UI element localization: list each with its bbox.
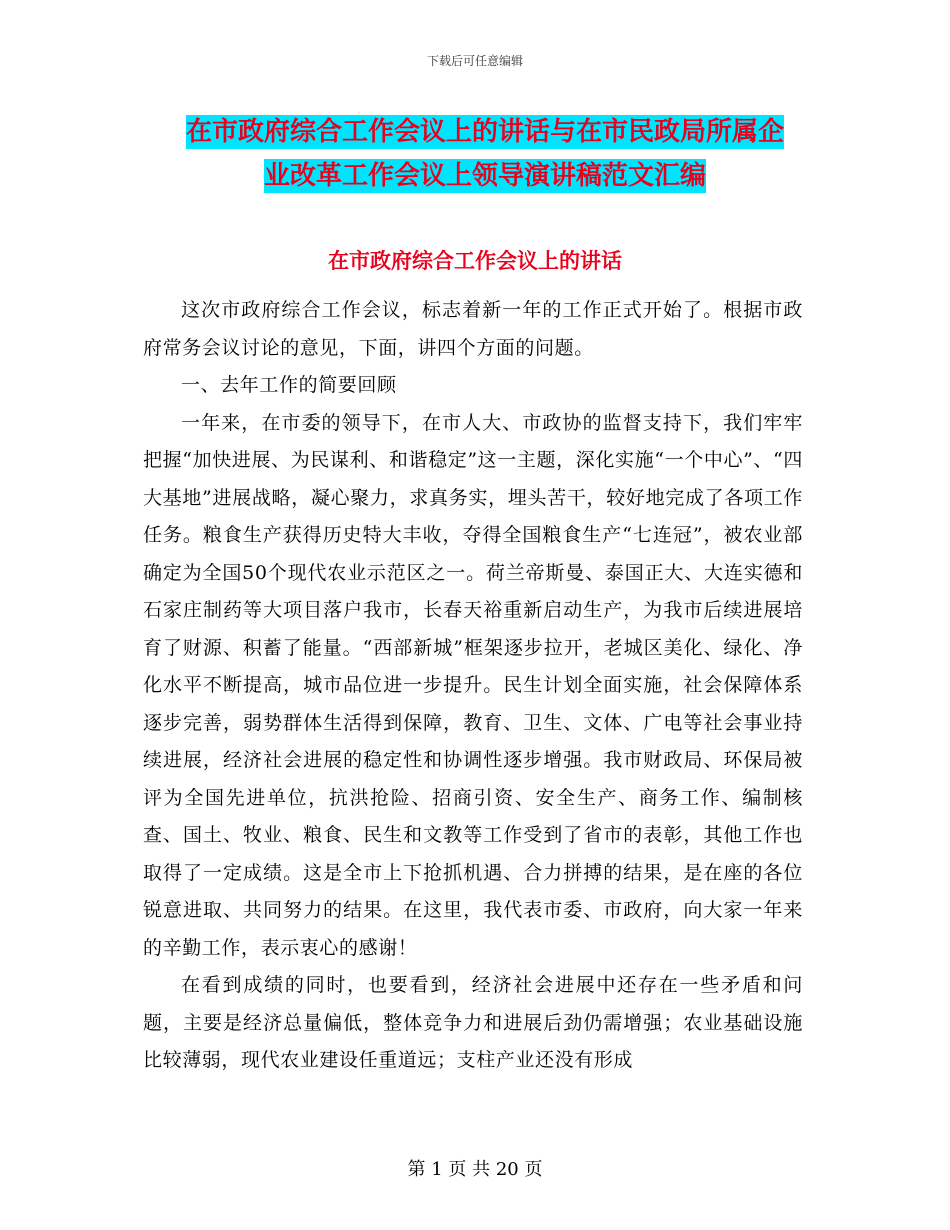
paragraph-1: 这次市政府综合工作会议，标志着新一年的工作正式开始了。根据市政府常务会议讨论的意见，下面，讲四个方面的问题。 — [143, 299, 803, 359]
document-title-line-1: 在市政府综合工作会议上的讲话与在市民政局所属企 — [185, 117, 784, 147]
document-body — [143, 292, 803, 1080]
paragraph-3: 一年来，在市委的领导下，在市人大、市政协的监督支持下，我们牢牢把握“加快进展、为民谋利、和谐稳定”这一主题，深化实施“一个中心”、“四大基地”进展战略，凝心聚力，求真务实，埋头苦干，较好地完成了各项工作任务。粮食生产获得历史特大丰收，夺得全国粮食生产“七连冠”，被农业部确定为全国50个现代农业示范区之一。荷兰帝斯曼、泰国正大、大连实德和石家庄制药等大项目落户我市，长春天裕重新启动生产，为我市后续进展培育了财源、积蓄了能量。“西部新城”框架逐步拉开，老城区美化、绿化、净化水平不断提高，城市品位进一步提升。民生计划全面实施，社会保障体系逐步完善，弱势群体生活得到保障，教育、卫生、文体、广电等社会事业持续进展，经济社会进展的稳定性和协调性逐步增强。我市财政局、环保局被评为全国先进单位，抗洪抢险、招商引资、安全生产、商务工作、编制核查、国土、牧业、粮食、民生和文教等工作受到了省市的表彰，其他工作也取得了一定成绩。这是全市上下抢抓机遇、合力拼搏的结果，是在座的各位锐意进取、共同努力的结果。在这里，我代表市委、市政府，向大家一年来的辛勤工作，表示衷心的感谢！ — [143, 411, 803, 959]
document-title — [145, 110, 825, 198]
page-footer: 第 1 页 共 20 页 — [407, 1159, 543, 1180]
document-title-line-2: 业改革工作会议上领导演讲稿范文汇编 — [263, 161, 706, 191]
header-note: 下载后可任意编辑 — [426, 54, 523, 68]
section-title: 在市政府综合工作会议上的讲话 — [328, 249, 622, 273]
paragraph-2: 一、去年工作的简要回顾 — [181, 374, 397, 396]
paragraph-4: 在看到成绩的同时，也要看到，经济社会进展中还存在一些矛盾和问题，主要是经济总量偏低，整体竞争力和进展后劲仍需增强；农业基础设施比较薄弱，现代农业建设任重道远；支柱产业还没有形成 — [143, 974, 803, 1071]
